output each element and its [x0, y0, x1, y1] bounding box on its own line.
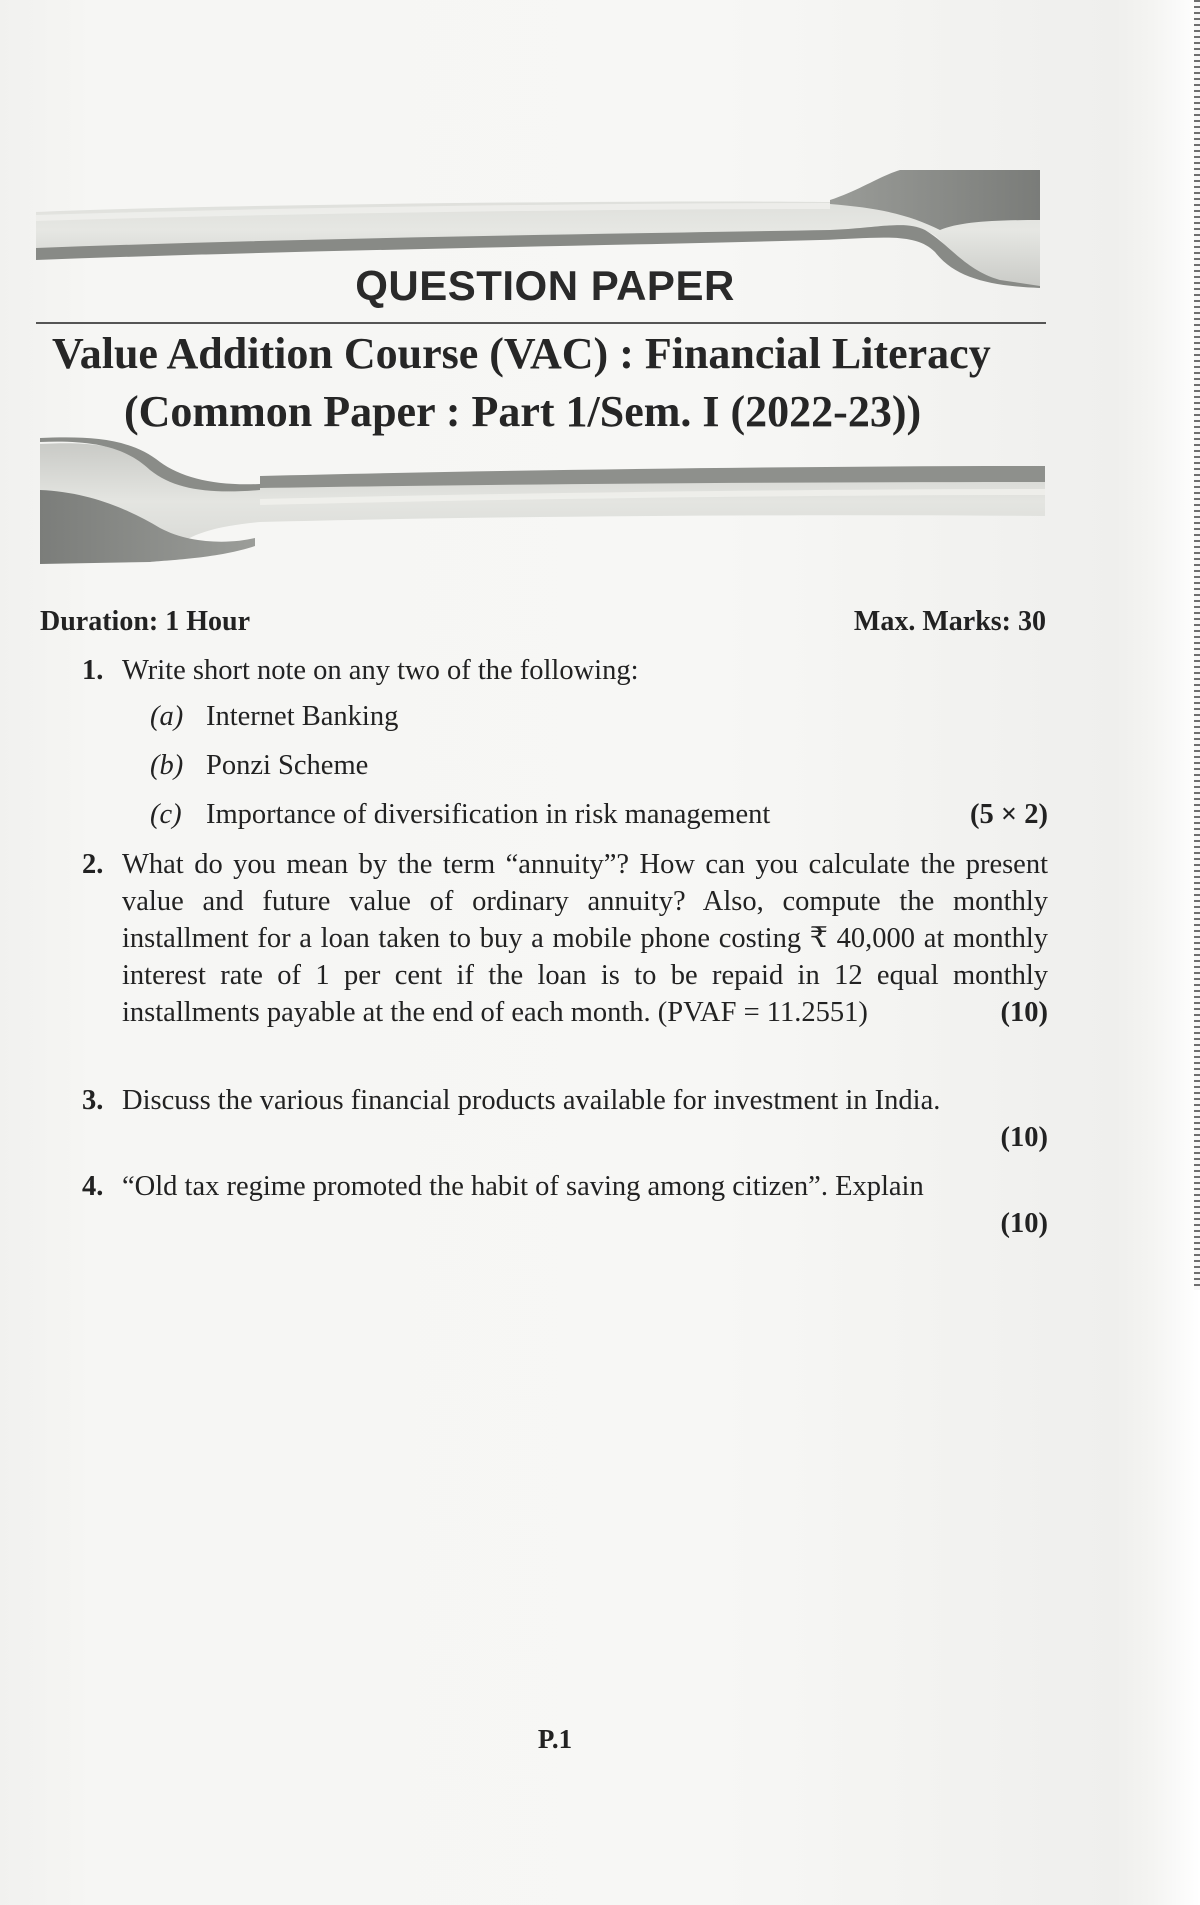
question-number: 4. — [82, 1171, 104, 1202]
option-label: (b) — [150, 750, 184, 781]
question-number: 3. — [82, 1085, 104, 1116]
option-label: (a) — [150, 701, 184, 732]
option-a — [150, 697, 1048, 746]
question-text: Discuss the various financial products available for investment in India. — [122, 1085, 941, 1116]
option-c — [150, 795, 1048, 844]
question-text: What do you mean by the term “annuity”? How can you calculate the present value and future value of ordinary annuity? Also, compute the monthly installment for a loan taken to buy a mobile phone costing ₹ 40,000 at monthly interest rate of 1 per cent if the loan is to be repaid in 12 equal monthly installments payable at the end of each month. (PVAF = 11.2551) — [122, 849, 1048, 1028]
question-1 — [82, 652, 1048, 689]
option-b — [150, 746, 1048, 795]
question-text: Write short note on any two of the following: — [122, 655, 639, 686]
question-number: 2. — [82, 849, 104, 880]
question-number: 1. — [82, 655, 104, 686]
heading-rule — [36, 322, 1046, 324]
question-text: “Old tax regime promoted the habit of saving among citizen”. Explain — [122, 1171, 924, 1202]
option-text: Ponzi Scheme — [206, 750, 369, 781]
question-marks: (10) — [1000, 1208, 1048, 1239]
option-label: (c) — [150, 799, 182, 830]
max-marks: Max. Marks: 30 — [853, 606, 1046, 637]
question-4 — [82, 1168, 1048, 1242]
course-title: Value Addition Course (VAC) : Financial Literacy — [52, 329, 991, 378]
option-text: Internet Banking — [206, 701, 399, 732]
question-marks: (10) — [1000, 1122, 1048, 1153]
page-number: P.1 — [537, 1724, 573, 1754]
bottom-decorative-banner — [0, 430, 1200, 570]
question-marks: (5 × 2) — [970, 799, 1048, 830]
question-3 — [82, 1082, 1048, 1156]
question-2 — [82, 846, 1048, 1031]
question-marks: (10) — [1000, 997, 1048, 1028]
exam-duration: Duration: 1 Hour — [40, 606, 250, 637]
question-1-options — [150, 697, 1048, 844]
course-subtitle: (Common Paper : Part 1/Sem. I (2022-23)) — [124, 387, 922, 436]
question-paper-heading: QUESTION PAPER — [355, 262, 735, 309]
option-text: Importance of diversification in risk management — [206, 799, 771, 830]
